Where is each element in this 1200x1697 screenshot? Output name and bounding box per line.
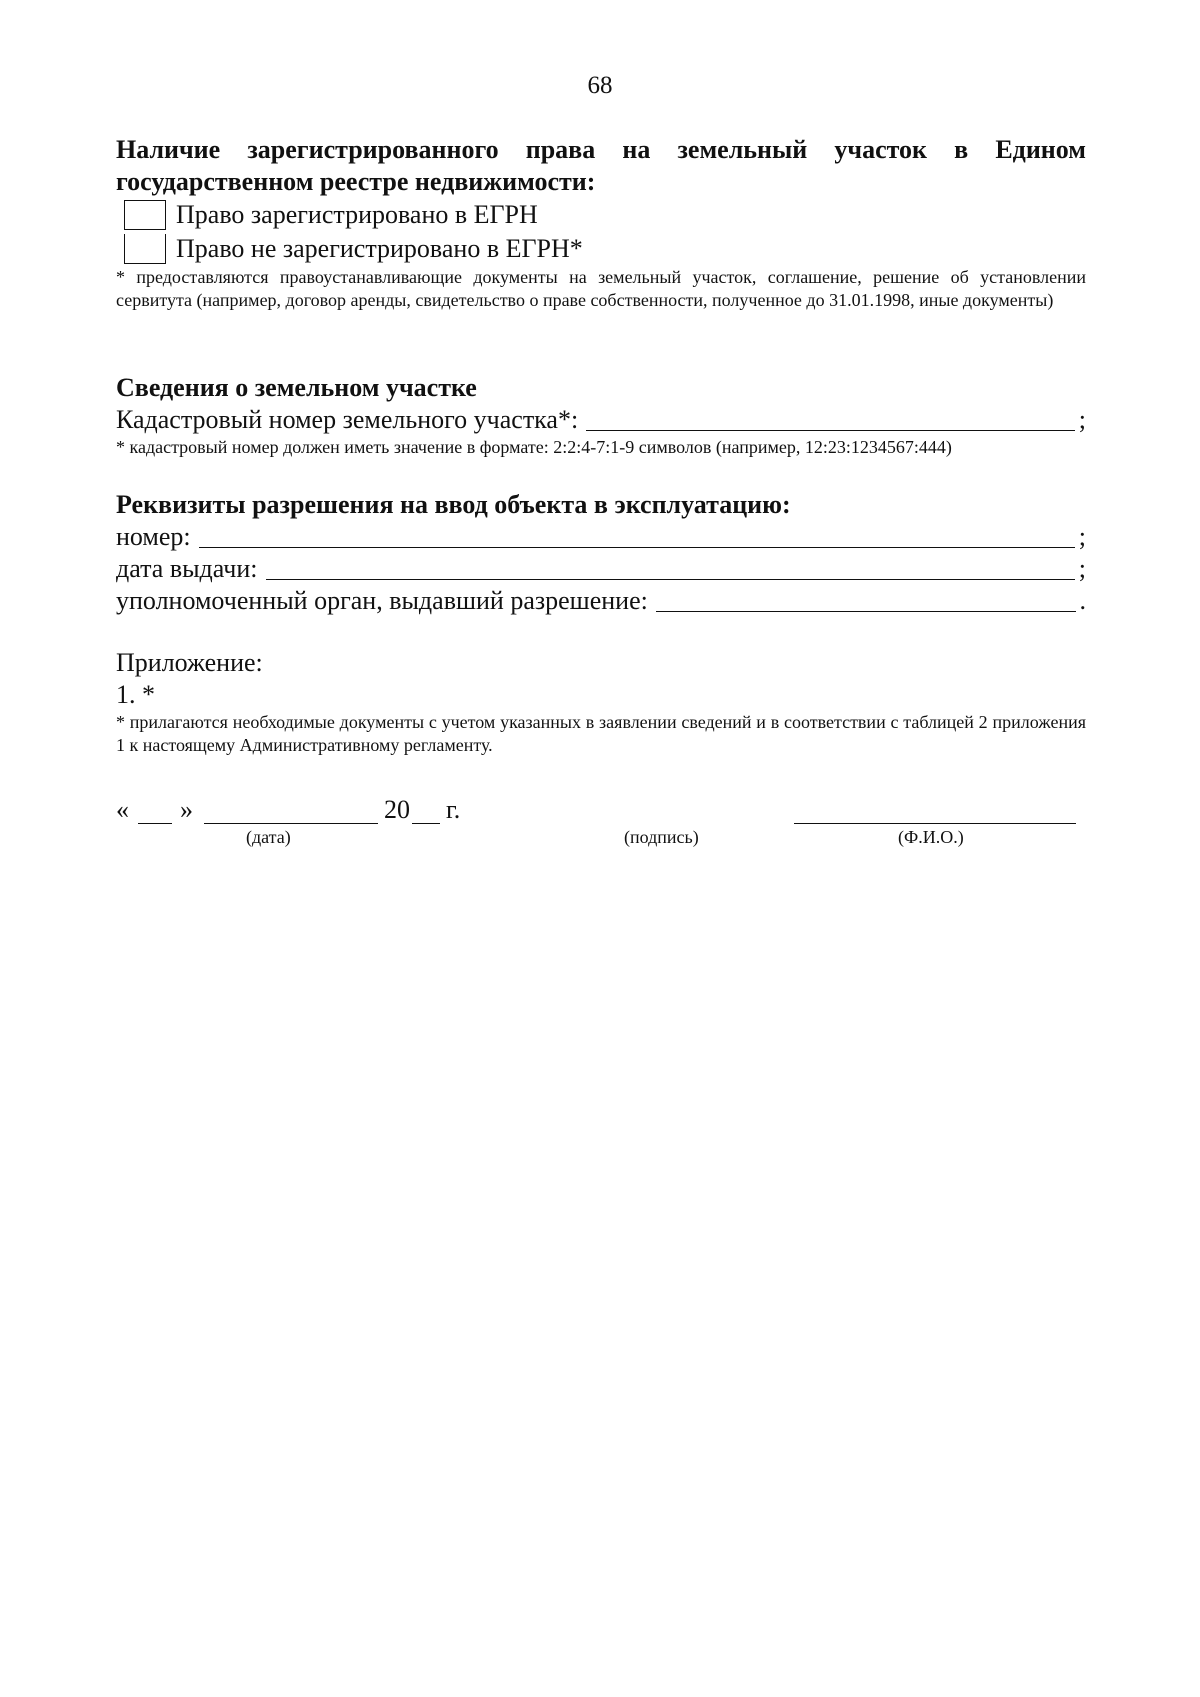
- open-quote: «: [116, 795, 129, 824]
- attachment-heading: Приложение:: [116, 648, 263, 677]
- option-not-registered-label: Право не зарегистрировано в ЕГРН*: [176, 234, 583, 263]
- cadastral-note: * кадастровый номер должен иметь значение в формате: 2:2:4-7:1-9 символов (например, 12:23:1234567:444): [116, 437, 952, 457]
- permit-number-end: ;: [1078, 522, 1086, 551]
- attachment-note: * прилагаются необходимые документы с учетом указанных в заявлении сведений и в соответствии с таблицей 2 приложения 1 к настоящему Административному регламенту.: [116, 712, 1086, 755]
- permit-date-input[interactable]: [266, 555, 1075, 580]
- option-not-registered[interactable]: [124, 232, 1086, 266]
- month-input[interactable]: [204, 823, 378, 824]
- permit-authority-label: уполномоченный орган, выдавший разрешение:: [116, 586, 648, 615]
- name-input[interactable]: [794, 823, 1076, 824]
- permit-authority-field: [116, 585, 1086, 617]
- permit-number-input[interactable]: [199, 523, 1075, 548]
- attachment-section: [116, 647, 1086, 757]
- permit-section: [116, 489, 1086, 617]
- date-caption: (дата): [246, 827, 291, 847]
- land-heading: Сведения о земельном участке: [116, 373, 477, 402]
- registration-heading: Наличие зарегистрированного права на земельный участок в Едином государственном реестре недвижимости:: [116, 135, 1086, 196]
- not-registered-checkbox[interactable]: [124, 234, 166, 264]
- cadastral-input[interactable]: [586, 406, 1075, 431]
- registration-section: [116, 134, 1086, 312]
- close-quote: »: [180, 795, 193, 824]
- permit-date-field: [116, 553, 1086, 585]
- signature-caption: (подпись): [624, 827, 699, 847]
- cadastral-field: [116, 404, 1086, 436]
- signature-block: [116, 795, 1086, 855]
- name-caption: (Ф.И.О.): [898, 827, 964, 847]
- permit-date-label: дата выдачи:: [116, 554, 258, 583]
- year-prefix: 20: [384, 795, 410, 824]
- page-number: 68: [587, 72, 613, 99]
- permit-date-end: ;: [1078, 554, 1086, 583]
- permit-authority-end: .: [1079, 586, 1086, 615]
- option-registered[interactable]: [124, 198, 1086, 232]
- year-suffix: г.: [446, 795, 461, 824]
- registered-checkbox[interactable]: [124, 200, 166, 230]
- cadastral-end: ;: [1078, 405, 1086, 434]
- permit-number-label: номер:: [116, 522, 191, 551]
- cadastral-label: Кадастровый номер земельного участка*:: [116, 405, 579, 434]
- permit-number-field: [116, 521, 1086, 553]
- permit-authority-input[interactable]: [656, 587, 1076, 612]
- registration-note: * предоставляются правоустанавливающие документы на земельный участок, соглашение, решение об установлении сервитута (например, договор аренды, свидетельство о праве собственности, полученное до 31.01.1998, иные документы): [116, 267, 1086, 310]
- attachment-item: 1. *: [116, 680, 155, 709]
- option-registered-label: Право зарегистрировано в ЕГРН: [176, 200, 538, 229]
- land-section: [116, 372, 1086, 459]
- year-input[interactable]: [412, 823, 440, 824]
- day-input[interactable]: [138, 823, 172, 824]
- permit-heading: Реквизиты разрешения на ввод объекта в эксплуатацию:: [116, 490, 791, 519]
